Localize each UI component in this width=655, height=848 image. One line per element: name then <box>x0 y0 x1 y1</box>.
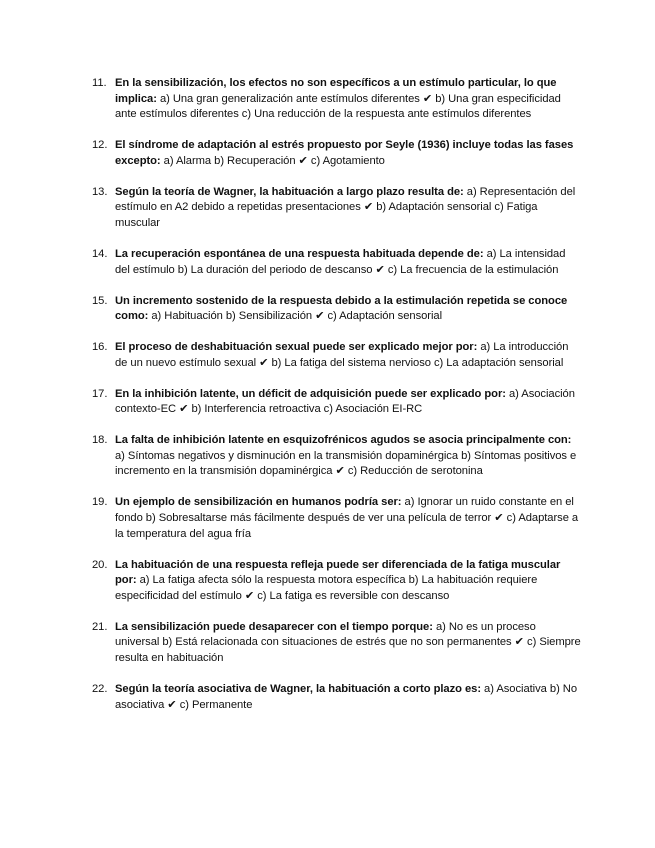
question-text <box>115 558 582 605</box>
question-options: a) Una gran generalización ante estímulos diferentes ✔ b) Una gran especificidad ante estímulos diferentes c) Una reducción de la respuesta ante estímulos diferentes <box>115 92 561 121</box>
question-options: a) Representación del estímulo en A2 debido a repetidas presentaciones ✔ b) Adaptación sensorial c) Fatiga muscular <box>115 185 576 229</box>
question-text <box>115 620 582 667</box>
question-number: 21. <box>92 620 108 633</box>
question-number: 15. <box>92 294 108 307</box>
question-text <box>115 76 582 123</box>
question-stem: En la inhibición latente, un déficit de adquisición puede ser explicado por: <box>115 387 506 400</box>
question-number: 16. <box>92 341 108 354</box>
question-stem: La falta de inhibición latente en esquizofrénicos agudos se asocia principalmente con: <box>115 434 572 447</box>
question-16 <box>92 340 582 371</box>
question-number: 11. <box>92 77 107 89</box>
question-text <box>115 495 582 542</box>
question-number: 17. <box>92 387 108 400</box>
question-options: a) Asociativa b) No asociativa ✔ c) Permanente <box>115 682 577 711</box>
question-20 <box>92 558 582 605</box>
question-stem: El proceso de deshabituación sexual puede ser explicado mejor por: <box>115 341 478 354</box>
question-number: 13. <box>92 185 108 198</box>
question-17 <box>92 387 582 418</box>
question-22 <box>92 682 582 713</box>
question-options: a) Asociación contexto-EC ✔ b) Interferencia retroactiva c) Asociación EI-RC <box>115 387 575 416</box>
question-stem: Un incremento sostenido de la respuesta debido a la estimulación repetida se conoce como: <box>115 294 568 323</box>
question-text <box>115 185 582 232</box>
question-19 <box>92 495 582 542</box>
question-number: 18. <box>92 434 108 447</box>
question-text <box>115 138 582 169</box>
question-options: a) Ignorar un ruido constante en el fondo b) Sobresaltarse más fácilmente después de ver una película de terror ✔ c) Adaptarse a la temperatura del agua fría <box>115 496 579 540</box>
question-number: 22. <box>92 682 108 695</box>
question-text <box>115 247 582 278</box>
question-21 <box>92 620 582 667</box>
question-stem: La sensibilización puede desaparecer con el tiempo porque: <box>115 620 433 633</box>
question-14 <box>92 247 582 278</box>
question-stem: Según la teoría asociativa de Wagner, la habituación a corto plazo es: <box>115 682 481 695</box>
question-15 <box>92 294 582 325</box>
question-number: 12. <box>92 139 108 152</box>
question-12 <box>92 138 582 169</box>
question-stem: La recuperación espontánea de una respuesta habituada depende de: <box>115 247 484 260</box>
question-text <box>115 387 582 418</box>
question-18 <box>92 433 582 480</box>
question-11 <box>92 76 582 123</box>
question-number: 19. <box>92 496 108 509</box>
question-options: a) La fatiga afecta sólo la respuesta motora específica b) La habituación requiere especificidad del estímulo ✔ c) La fatiga es reversible con descanso <box>115 574 538 602</box>
question-stem: Un ejemplo de sensibilización en humanos podría ser: <box>115 496 402 509</box>
question-number: 14. <box>92 247 108 260</box>
question-list <box>92 76 582 729</box>
question-options: a) No es un proceso universal b) Está relacionada con situaciones de estrés que no son permanentes ✔ c) Siempre resulta en habituación <box>115 620 581 664</box>
question-stem: La habituación de una respuesta refleja puede ser diferenciada de la fatiga muscular por: <box>115 558 561 587</box>
question-13 <box>92 185 582 232</box>
question-options: a) Síntomas negativos y disminución en la transmisión dopaminérgica b) Síntomas positivos e incremento en la transmisión dopaminérgica ✔ c) Reducción de serotonina <box>115 449 577 478</box>
question-options: a) Alarma b) Recuperación ✔ c) Agotamiento <box>160 154 385 167</box>
question-text <box>115 433 582 480</box>
question-stem: Según la teoría de Wagner, la habituación a largo plazo resulta de: <box>115 185 464 198</box>
question-stem: En la sensibilización, los efectos no son específicos a un estímulo particular, lo que implica: <box>115 77 557 105</box>
question-options: a) Habituación b) Sensibilización ✔ c) Adaptación sensorial <box>148 310 443 323</box>
question-number: 20. <box>92 558 108 571</box>
question-stem: El síndrome de adaptación al estrés propuesto por Seyle (1936) incluye todas las fases excepto: <box>115 139 574 167</box>
question-text <box>115 294 582 325</box>
question-options: a) La intensidad del estímulo b) La duración del periodo de descanso ✔ c) La frecuencia de la estimulación <box>115 247 566 276</box>
question-text <box>115 340 582 371</box>
question-options: a) La introducción de un nuevo estímulo sexual ✔ b) La fatiga del sistema nervioso c) La adaptación sensorial <box>115 341 569 369</box>
question-text <box>115 682 582 713</box>
